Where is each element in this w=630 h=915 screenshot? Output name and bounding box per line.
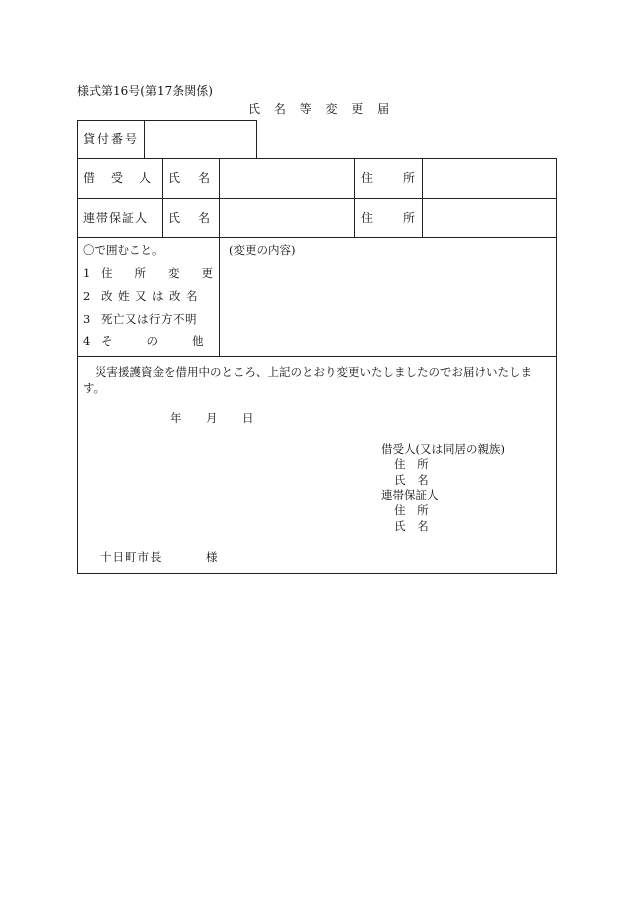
- change-option-4-num: 4: [83, 334, 91, 348]
- change-instruction: 〇で囲むこと。: [83, 243, 164, 257]
- party-col-divider-3: [354, 158, 355, 238]
- party-role-borrower: [83, 171, 168, 185]
- guarantor-address-field[interactable]: [426, 202, 552, 234]
- signature-guarantor-label: 連帯保証人: [381, 488, 439, 502]
- row-divider-2: [77, 237, 557, 238]
- guarantor-address-label: 住所: [361, 211, 446, 225]
- signature-guarantor-name-label: 氏 名: [394, 519, 433, 533]
- change-content-label: (変更の内容): [229, 243, 296, 257]
- addressee-honorific: 様: [206, 550, 218, 564]
- loan-number-field[interactable]: [148, 124, 252, 155]
- change-option-1[interactable]: 住所変更: [101, 266, 235, 280]
- declaration-text-line2: す。: [83, 381, 106, 395]
- table-right-border: [556, 158, 557, 574]
- borrower-name-label: 氏名: [168, 171, 229, 185]
- change-option-1-num: 1: [83, 266, 91, 280]
- signature-borrower-address-label: 住 所: [394, 457, 433, 471]
- party-col-divider-1: [162, 158, 163, 238]
- row-divider-1: [77, 198, 557, 199]
- loan-box-right: [256, 120, 257, 159]
- date-day-label: 日: [242, 411, 254, 425]
- change-option-2[interactable]: 改姓又は改名: [101, 289, 203, 303]
- declaration-text-line1: 災害援護資金を借用中のところ、上記のとおり変更いたしましたのでお届けいたしま: [95, 365, 532, 379]
- borrower-address-field[interactable]: [426, 162, 552, 194]
- loan-number-label-text: 貸付番号: [83, 132, 140, 146]
- table-bottom-border: [77, 573, 557, 574]
- loan-box-left: [77, 120, 78, 159]
- table-left-border: [77, 158, 78, 574]
- row-divider-3: [77, 356, 557, 357]
- change-content-field[interactable]: [229, 262, 551, 352]
- borrower-address-label: 住所: [361, 171, 446, 185]
- borrower-name-field[interactable]: [223, 162, 350, 194]
- signature-borrower-label: 借受人(又は同居の親族): [381, 442, 505, 456]
- change-option-2-num: 2: [83, 289, 91, 303]
- loan-number-label: [83, 133, 138, 145]
- change-option-3[interactable]: 死亡又は行方不明: [101, 312, 197, 326]
- addressee: 十日町市長: [100, 550, 163, 564]
- signature-borrower-name-label: 氏 名: [394, 473, 433, 487]
- loan-box-divider: [144, 120, 145, 159]
- party-role-borrower-text: 借受人: [83, 171, 168, 185]
- form-title: 氏 名 等 変 更 届: [248, 102, 395, 116]
- signature-guarantor-address-label: 住 所: [394, 503, 433, 517]
- form-number: 様式第16号(第17条関係): [77, 84, 213, 98]
- loan-box-top: [77, 120, 257, 121]
- party-role-guarantor: 連帯保証人: [83, 211, 149, 225]
- date-month-label: 月: [206, 411, 218, 425]
- change-option-4[interactable]: その他: [101, 334, 238, 348]
- change-option-3-num: 3: [83, 312, 91, 326]
- table-top-border: [77, 158, 557, 159]
- guarantor-name-field[interactable]: [223, 202, 350, 234]
- guarantor-name-label: 氏名: [168, 211, 229, 225]
- party-col-divider-2: [219, 158, 220, 357]
- party-col-divider-4: [422, 158, 423, 238]
- date-year-label: 年: [170, 411, 182, 425]
